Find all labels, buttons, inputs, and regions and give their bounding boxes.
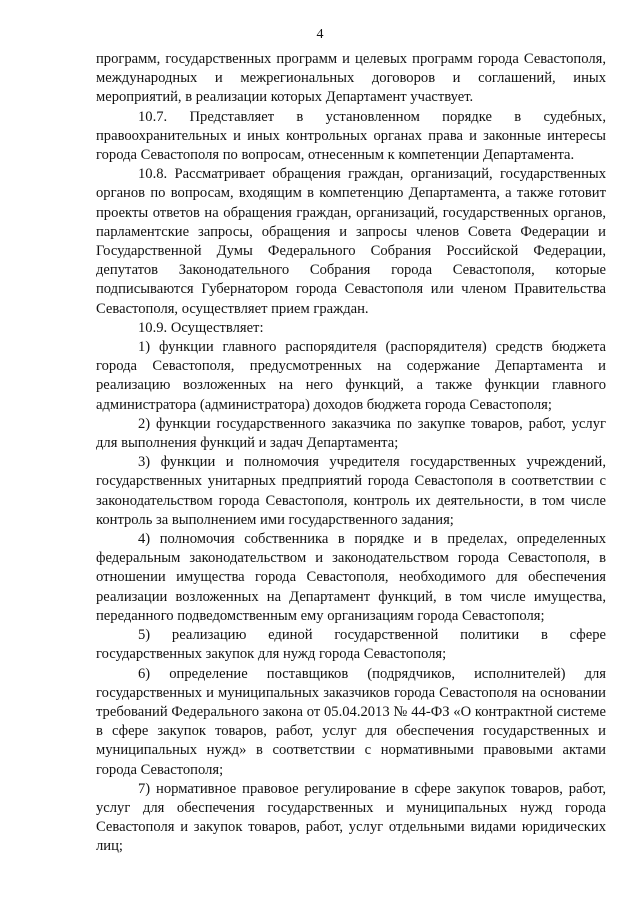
- paragraph-item-10-9-5: 5) реализацию единой государственной политики в сфере государственных закупок для нужд города Севастополя;: [96, 627, 606, 663]
- paragraph-continuation: программ, государственных программ и целевых программ города Севастополя, международных и межрегиональных договоров и соглашений, иных мероприятий, в реализации которых Департамент участвует.: [96, 51, 606, 106]
- paragraph-item-10-9-7: 7) нормативное правовое регулирование в сфере закупок товаров, работ, услуг для обеспечения государственных и муниципальных нужд города Севастополя и закупок товаров, работ, услуг отдельными видами юридических лиц;: [96, 780, 606, 855]
- paragraph-item-10-9-6: 6) определение поставщиков (подрядчиков, исполнителей) для государственных и муниципальных заказчиков города Севастополя на основании требований Федерального закона от 05.04.2013 № 44-ФЗ «О контрактной системе в сфере закупок товаров, работ, услуг для обеспечения государственных и муниципальных нужд» в соответствии с нормативными правовыми актами города Севастополя;: [96, 665, 606, 778]
- paragraph-item-10-9-3: 3) функции и полномочия учредителя государственных учреждений, государственных унитарных предприятий города Севастополя в соответствии с законодательством города Севастополя, контроль их деятельности, в том числе контроль за выполнением ими государственного задания;: [96, 454, 606, 528]
- paragraph-item-10-9-1: 1) функции главного распорядителя (распорядителя) средств бюджета города Севастополя, предусмотренных на содержание Департамента и реализацию возложенных на него функций, а также функции главного администратора (администратора) доходов бюджета города Севастополя;: [96, 339, 606, 413]
- document-body: [96, 50, 606, 857]
- paragraph-item-10-9-4: 4) полномочия собственника в порядке и в пределах, определенных федеральным законодательством и законодательством города Севастополя, в отношении имущества города Севастополя, необходимого для обеспечения реализации возложенных на Департамент функций, в том числе имущества, переданного подведомственным ему организациям города Севастополя;: [96, 531, 606, 624]
- paragraph-item-10-9-2: 2) функции государственного заказчика по закупке товаров, работ, услуг для выполнения функций и задач Департамента;: [96, 415, 606, 452]
- paragraph-item-10-7: 10.7. Представляет в установленном порядке в судебных, правоохранительных и иных контрольных органах права и законные интересы города Севастополя по вопросам, отнесенным к компетенции Департамента.: [96, 108, 606, 164]
- paragraph-item-10-9: 10.9. Осуществляет:: [138, 319, 264, 336]
- paragraph-item-10-8: 10.8. Рассматривает обращения граждан, организаций, государственных органов по вопросам, входящим в компетенцию Департамента, а также готовит проекты ответов на обращения граждан, организаций, государственных органов, парламентские запросы, обращения и запросы членов Совета Федерации и Государственной Думы Федерального Собрания Российской Федерации, депутатов Законодательного Собрания города Севастополя, которые подписываются Губернатором города Севастополя или членом Правительства Севастополя, осуществляет прием граждан.: [96, 166, 606, 317]
- page-number: 4: [316, 27, 324, 42]
